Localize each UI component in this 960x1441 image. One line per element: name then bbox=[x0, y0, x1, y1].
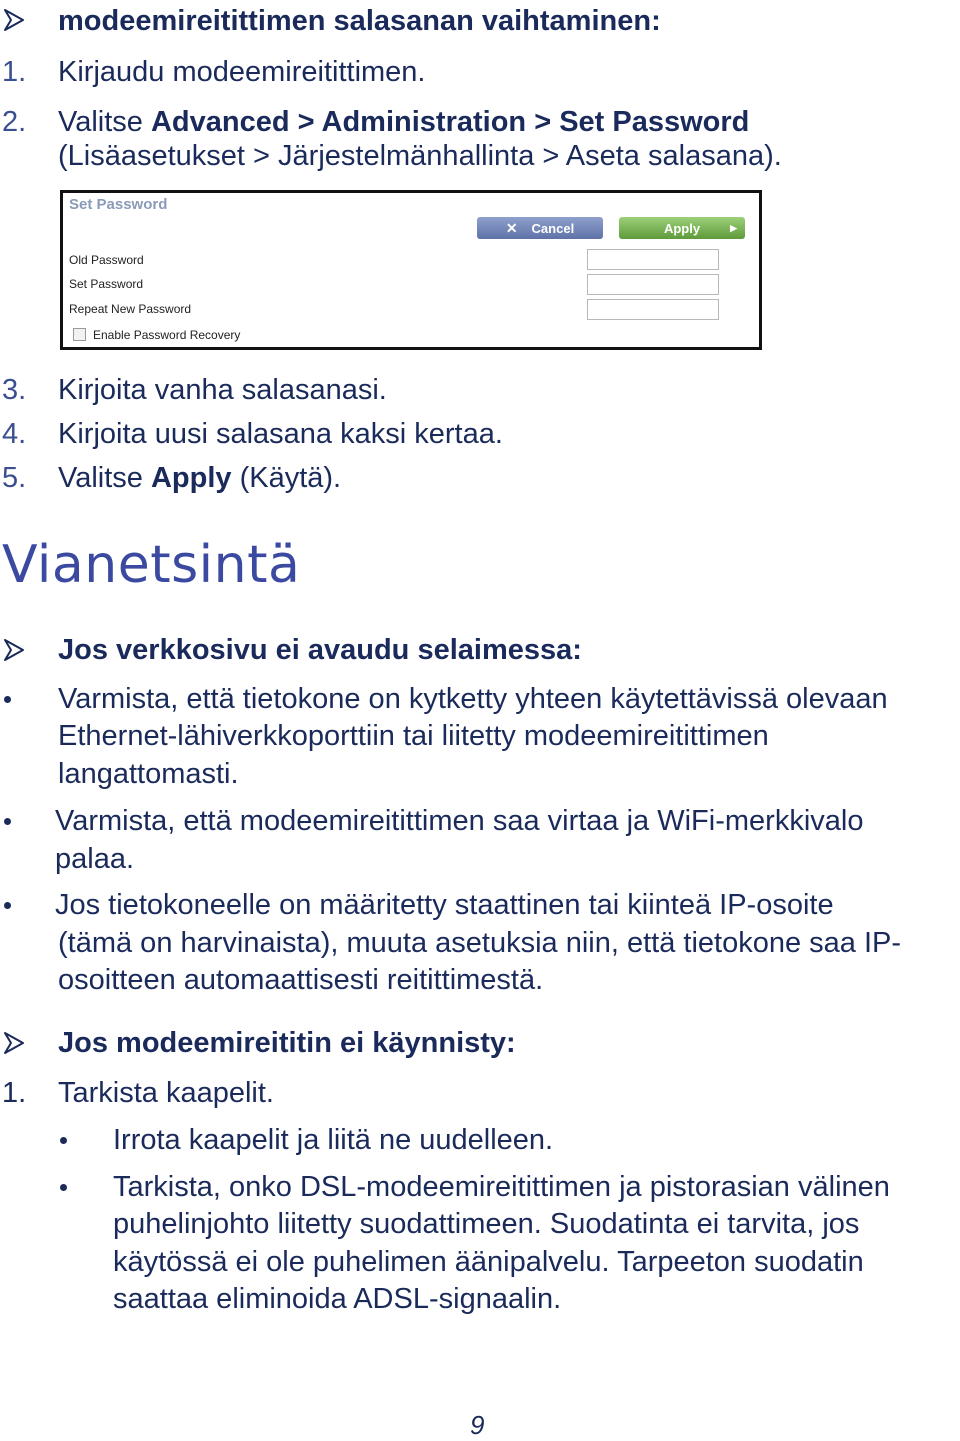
step-number: 1. bbox=[2, 56, 27, 88]
step-text-continued: (Lisäasetukset > Järjestelmänhallinta > Aseta salasana). bbox=[58, 140, 782, 172]
panel-title: Set Password bbox=[69, 196, 168, 213]
step-number: 3. bbox=[2, 374, 27, 406]
bullet-text: käytössä ei ole puhelimen äänipalvelu. Tarpeeton suodatin bbox=[113, 1246, 864, 1278]
bullet-dot bbox=[60, 1137, 67, 1144]
bullet-text: Tarkista, onko DSL-modeemireitittimen ja pistorasian välinen bbox=[113, 1171, 890, 1203]
arrow-bullet-icon bbox=[2, 1031, 26, 1055]
close-icon: ✕ bbox=[505, 219, 518, 236]
step-text: Valitse Apply (Käytä). bbox=[58, 462, 342, 494]
repeat-password-field[interactable] bbox=[587, 299, 719, 320]
set-password-field[interactable] bbox=[587, 274, 719, 295]
password-recovery-label: Enable Password Recovery bbox=[93, 328, 241, 342]
bullet-dot bbox=[4, 696, 11, 703]
old-password-label: Old Password bbox=[69, 253, 144, 267]
step-text: Valitse Advanced > Administration > Set Password bbox=[58, 106, 750, 138]
bullet-text: langattomasti. bbox=[58, 758, 239, 790]
bullet-dot bbox=[4, 818, 11, 825]
arrow-bullet-icon bbox=[2, 8, 26, 32]
bullet-text: Irrota kaapelit ja liitä ne uudelleen. bbox=[113, 1124, 554, 1156]
bullet-text: (tämä on harvinaista), muuta asetuksia niin, että tietokone saa IP- bbox=[58, 927, 902, 959]
page-number: 9 bbox=[470, 1410, 485, 1440]
arrow-bullet-icon bbox=[2, 638, 26, 662]
step-number: 5. bbox=[2, 462, 27, 494]
bullet-text: puhelinjohto liitetty suodattimeen. Suodatinta ei tarvita, jos bbox=[113, 1208, 860, 1240]
section-title-webpage: Jos verkkosivu ei avaudu selaimessa: bbox=[58, 634, 582, 666]
cancel-button[interactable]: ✕ Cancel bbox=[477, 217, 603, 239]
step-text: Kirjaudu modeemireitittimen. bbox=[58, 56, 426, 88]
bullet-dot bbox=[60, 1184, 67, 1191]
step-number: 2. bbox=[2, 106, 27, 138]
bullet-text: Varmista, että modeemireitittimen saa virtaa ja WiFi-merkkivalo bbox=[55, 805, 864, 837]
step-text: Kirjoita vanha salasanasi. bbox=[58, 374, 387, 406]
step-number: 1. bbox=[2, 1077, 27, 1109]
bullet-text: saattaa eliminoida ADSL-signaalin. bbox=[113, 1283, 562, 1315]
password-recovery-checkbox[interactable] bbox=[73, 328, 86, 341]
repeat-password-label: Repeat New Password bbox=[69, 302, 192, 316]
bullet-text: Ethernet-lähiverkkoporttiin tai liitetty modeemireitittimen bbox=[58, 720, 769, 752]
step-text: Kirjoita uusi salasana kaksi kertaa. bbox=[58, 418, 503, 450]
old-password-field[interactable] bbox=[587, 249, 719, 270]
bullet-text: Varmista, että tietokone on kytketty yhteen käytettävissä olevaan bbox=[58, 683, 888, 715]
section-title-router: Jos modeemireititin ei käynnisty: bbox=[58, 1027, 516, 1059]
page-heading: Vianetsintä bbox=[2, 535, 301, 595]
chevron-right-icon: ▶ bbox=[730, 222, 737, 233]
set-password-label: Set Password bbox=[69, 277, 144, 291]
bullet-dot bbox=[4, 902, 11, 909]
step-number: 4. bbox=[2, 418, 27, 450]
set-password-screenshot bbox=[60, 190, 762, 350]
bullet-text: palaa. bbox=[55, 843, 135, 875]
section-title-password: modeemireitittimen salasanan vaihtaminen: bbox=[58, 5, 661, 37]
step-text: Tarkista kaapelit. bbox=[58, 1077, 274, 1109]
apply-button[interactable]: Apply ▶ bbox=[619, 217, 745, 239]
bullet-text: osoitteen automaattisesti reitittimestä. bbox=[58, 964, 544, 996]
bullet-text: Jos tietokoneelle on määritetty staattinen tai kiinteä IP-osoite bbox=[55, 889, 834, 921]
